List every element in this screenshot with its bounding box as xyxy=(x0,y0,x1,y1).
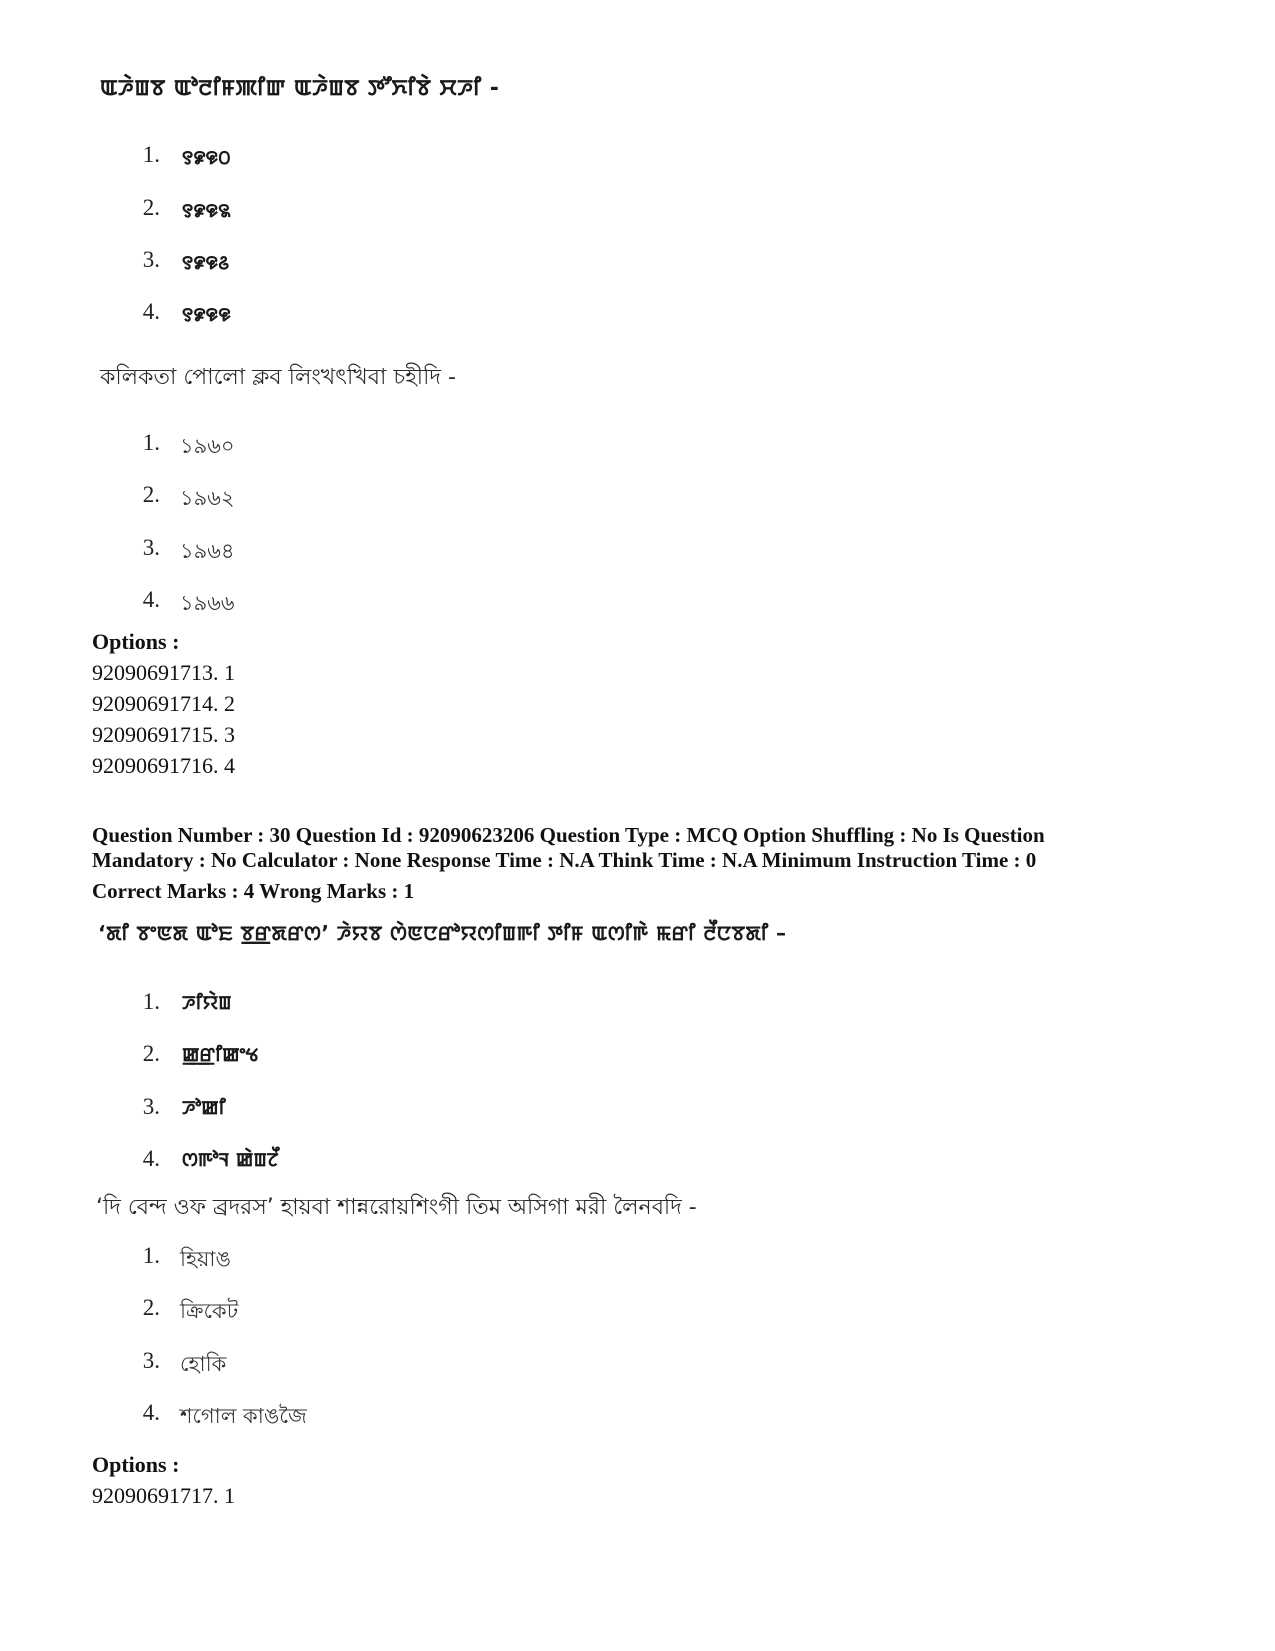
option-id-line: 92090691714. 2 xyxy=(92,691,235,716)
option-text: ꯁꯒꯣꯜ ꯀꯥꯡꯖꯩ xyxy=(182,1149,279,1171)
option-text: ১৯৬০ xyxy=(180,434,235,458)
q29-options-label: Options : xyxy=(92,629,180,654)
q30-meta-line-2: Mandatory : No Calculator : None Response Time : N.A Think Time : N.A Minimum Instruction Time : 0 xyxy=(92,848,1037,872)
option-text: ꯱꯹꯶꯶ xyxy=(182,304,231,326)
option-number: 1. xyxy=(142,989,160,1014)
option-number: 1. xyxy=(142,430,160,455)
option-text: ক্রিকেট xyxy=(180,1299,239,1323)
q30-meta-line-1: Question Number : 30 Question Id : 92090623206 Question Type : MCQ Option Shuffling : No Is Question xyxy=(92,823,1045,847)
option-text: ꯀ꯭ꯔꯤꯀꯦꯠ xyxy=(182,1044,259,1066)
option-number: 3. xyxy=(142,1094,160,1119)
option-text: ১৯৬২ xyxy=(180,486,235,510)
option-number: 3. xyxy=(142,1348,160,1373)
option-number: 2. xyxy=(142,1295,160,1320)
option-id-line: 92090691715. 3 xyxy=(92,722,235,747)
option-text: শগোল কাঙজৈ xyxy=(180,1404,307,1428)
option-number: 3. xyxy=(142,535,160,560)
option-number: 4. xyxy=(142,587,160,612)
q29-stem-bengali: কলিকতা পোলো ক্লব লিংখৎখিবা চহীদি - xyxy=(100,365,456,390)
option-number: 4. xyxy=(142,1400,160,1425)
q30-options-label: Options : xyxy=(92,1452,180,1477)
option-number: 2. xyxy=(142,482,160,507)
option-number: 2. xyxy=(142,195,160,220)
option-id-line: 92090691713. 1 xyxy=(92,660,235,685)
option-text: ১৯৬৪ xyxy=(180,539,235,563)
option-text: ꯱꯹꯶꯴ xyxy=(182,252,230,274)
option-text: ১৯৬৬ xyxy=(180,591,235,615)
q29-stem-meitei: ꯑꯍꯥꯡꯕ ꯑꯣꯂꯤꯝꯄꯤꯛ ꯑꯍꯥꯡꯕ ꯇꯧꯈꯤꯕꯥ ꯆꯍꯤ - xyxy=(100,76,500,101)
option-text: হিয়াঙ xyxy=(180,1247,231,1271)
option-text: ꯍꯣꯀꯤ xyxy=(182,1097,226,1119)
option-text: ꯱꯹꯶꯲ xyxy=(182,200,231,222)
option-number: 3. xyxy=(142,247,160,272)
q30-marks: Correct Marks : 4 Wrong Marks : 1 xyxy=(92,879,415,903)
option-text: হোকি xyxy=(180,1352,227,1376)
q30-stem-meitei: ‘ꯗꯤ ꯕꯦꯟꯗ ꯑꯣꯐ ꯕ꯭ꯔꯗꯔꯁ’ ꯍꯥꯌꯕ ꯁꯥꯟꯅꯔꯣꯌꯁꯤꯡꯒꯤ ꯇꯤꯝ ꯑꯁꯤꯒꯥ ꯃꯔꯤ ꯂꯩꯅꯕꯗꯤ – xyxy=(98,921,787,945)
option-number: 2. xyxy=(142,1041,160,1066)
option-id-line: 92090691717. 1 xyxy=(92,1483,235,1508)
option-number: 4. xyxy=(142,1146,160,1171)
q30-stem-bengali: ‘দি বেন্দ ওফ ব্রদরস’ হায়বা শান্নরোয়শিংগী তিম অসিগা মরী লৈনবদি - xyxy=(96,1195,697,1220)
option-number: 1. xyxy=(142,142,160,167)
option-id-line: 92090691716. 4 xyxy=(92,753,235,778)
option-text: ꯱꯹꯶꯰ xyxy=(182,147,231,169)
option-text: ꯍꯤꯌꯥꯡ xyxy=(182,992,232,1014)
option-number: 1. xyxy=(142,1243,160,1268)
option-number: 4. xyxy=(142,299,160,324)
